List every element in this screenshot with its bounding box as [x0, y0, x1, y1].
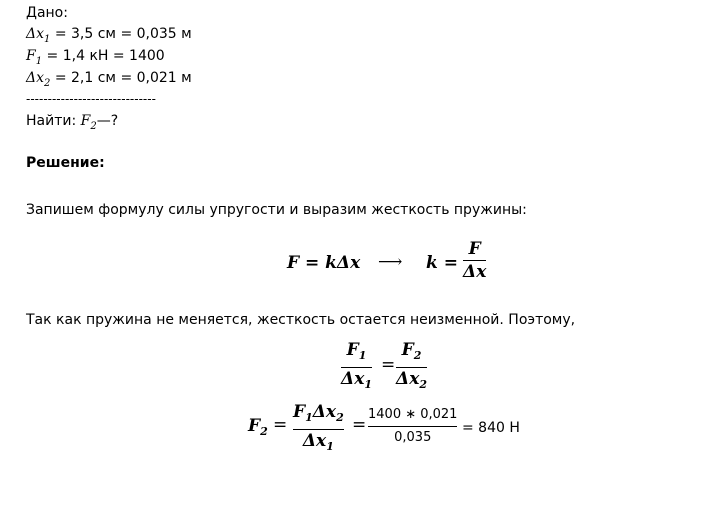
- ratio-left-fraction: [341, 340, 372, 395]
- f1-sub: 1: [35, 56, 43, 67]
- find-line: [26, 112, 118, 136]
- find-label: Найти:: [26, 113, 81, 129]
- final-lhs: $F_2$: [248, 416, 268, 438]
- arrow-icon: ⟶: [378, 252, 403, 272]
- final-symbolic-fraction: [293, 402, 344, 457]
- final-numeric-numerator: 1400 ∗ 0,021: [368, 407, 458, 422]
- ratio-right-fraction: [396, 340, 427, 395]
- fraction-bar: [463, 260, 486, 261]
- ratio-right-numerator: $F_2$: [401, 340, 422, 362]
- dx2-value: = 2,1 см = 0,021 м: [50, 70, 192, 86]
- dx2-symbol: Δx: [26, 70, 45, 86]
- final-symbolic-numerator: $F_1\Delta x_2$: [293, 402, 344, 424]
- final-equals-1: =: [273, 415, 288, 435]
- final-result: = 840 Н: [462, 420, 520, 436]
- k-fraction-denominator: Δx: [463, 262, 487, 282]
- f1-value: = 1,4 кН = 1400: [42, 48, 165, 64]
- final-equals-2: =: [352, 415, 367, 435]
- formula-k-fraction: [463, 239, 486, 282]
- fraction-bar: [368, 426, 457, 427]
- f1-symbol: F: [26, 48, 36, 64]
- solution-heading: Решение:: [26, 155, 105, 171]
- final-symbolic-denominator: $\Delta x_1$: [302, 431, 334, 453]
- ratio-left-numerator: $F_1$: [346, 340, 367, 362]
- given-divider: ------------------------------: [26, 92, 156, 106]
- solution-text-1: Запишем формулу силы упругости и выразим жесткость пружины:: [26, 202, 527, 218]
- final-numeric-denominator: 0,035: [394, 430, 432, 445]
- fraction-bar: [293, 429, 344, 430]
- solution-text-2: Так как пружина не меняется, жесткость остается неизменной. Поэтому,: [26, 312, 576, 328]
- ratio-right-denominator: $\Delta x_2$: [396, 369, 427, 391]
- find-symbol: F: [80, 113, 91, 129]
- k-fraction-numerator: F: [468, 239, 481, 259]
- fraction-bar: [396, 367, 427, 368]
- formula-hooke: F = kΔx: [287, 253, 361, 273]
- dx1-symbol: Δx: [26, 26, 45, 42]
- formula-k-lhs: k =: [426, 253, 458, 273]
- final-numeric-fraction: [368, 405, 457, 448]
- dx1-sub: 1: [44, 34, 51, 45]
- find-sub: 2: [90, 121, 97, 132]
- fraction-bar: [341, 367, 372, 368]
- given-f1-line: [26, 47, 165, 71]
- given-heading: Дано:: [26, 5, 68, 21]
- dx2-sub: 2: [44, 78, 51, 89]
- dx1-value: = 3,5 см = 0,035 м: [50, 26, 192, 42]
- ratio-equals: =: [381, 355, 396, 375]
- ratio-left-denominator: $\Delta x_1$: [341, 369, 372, 391]
- given-dx1-line: [26, 25, 192, 49]
- find-rest: —?: [96, 113, 119, 129]
